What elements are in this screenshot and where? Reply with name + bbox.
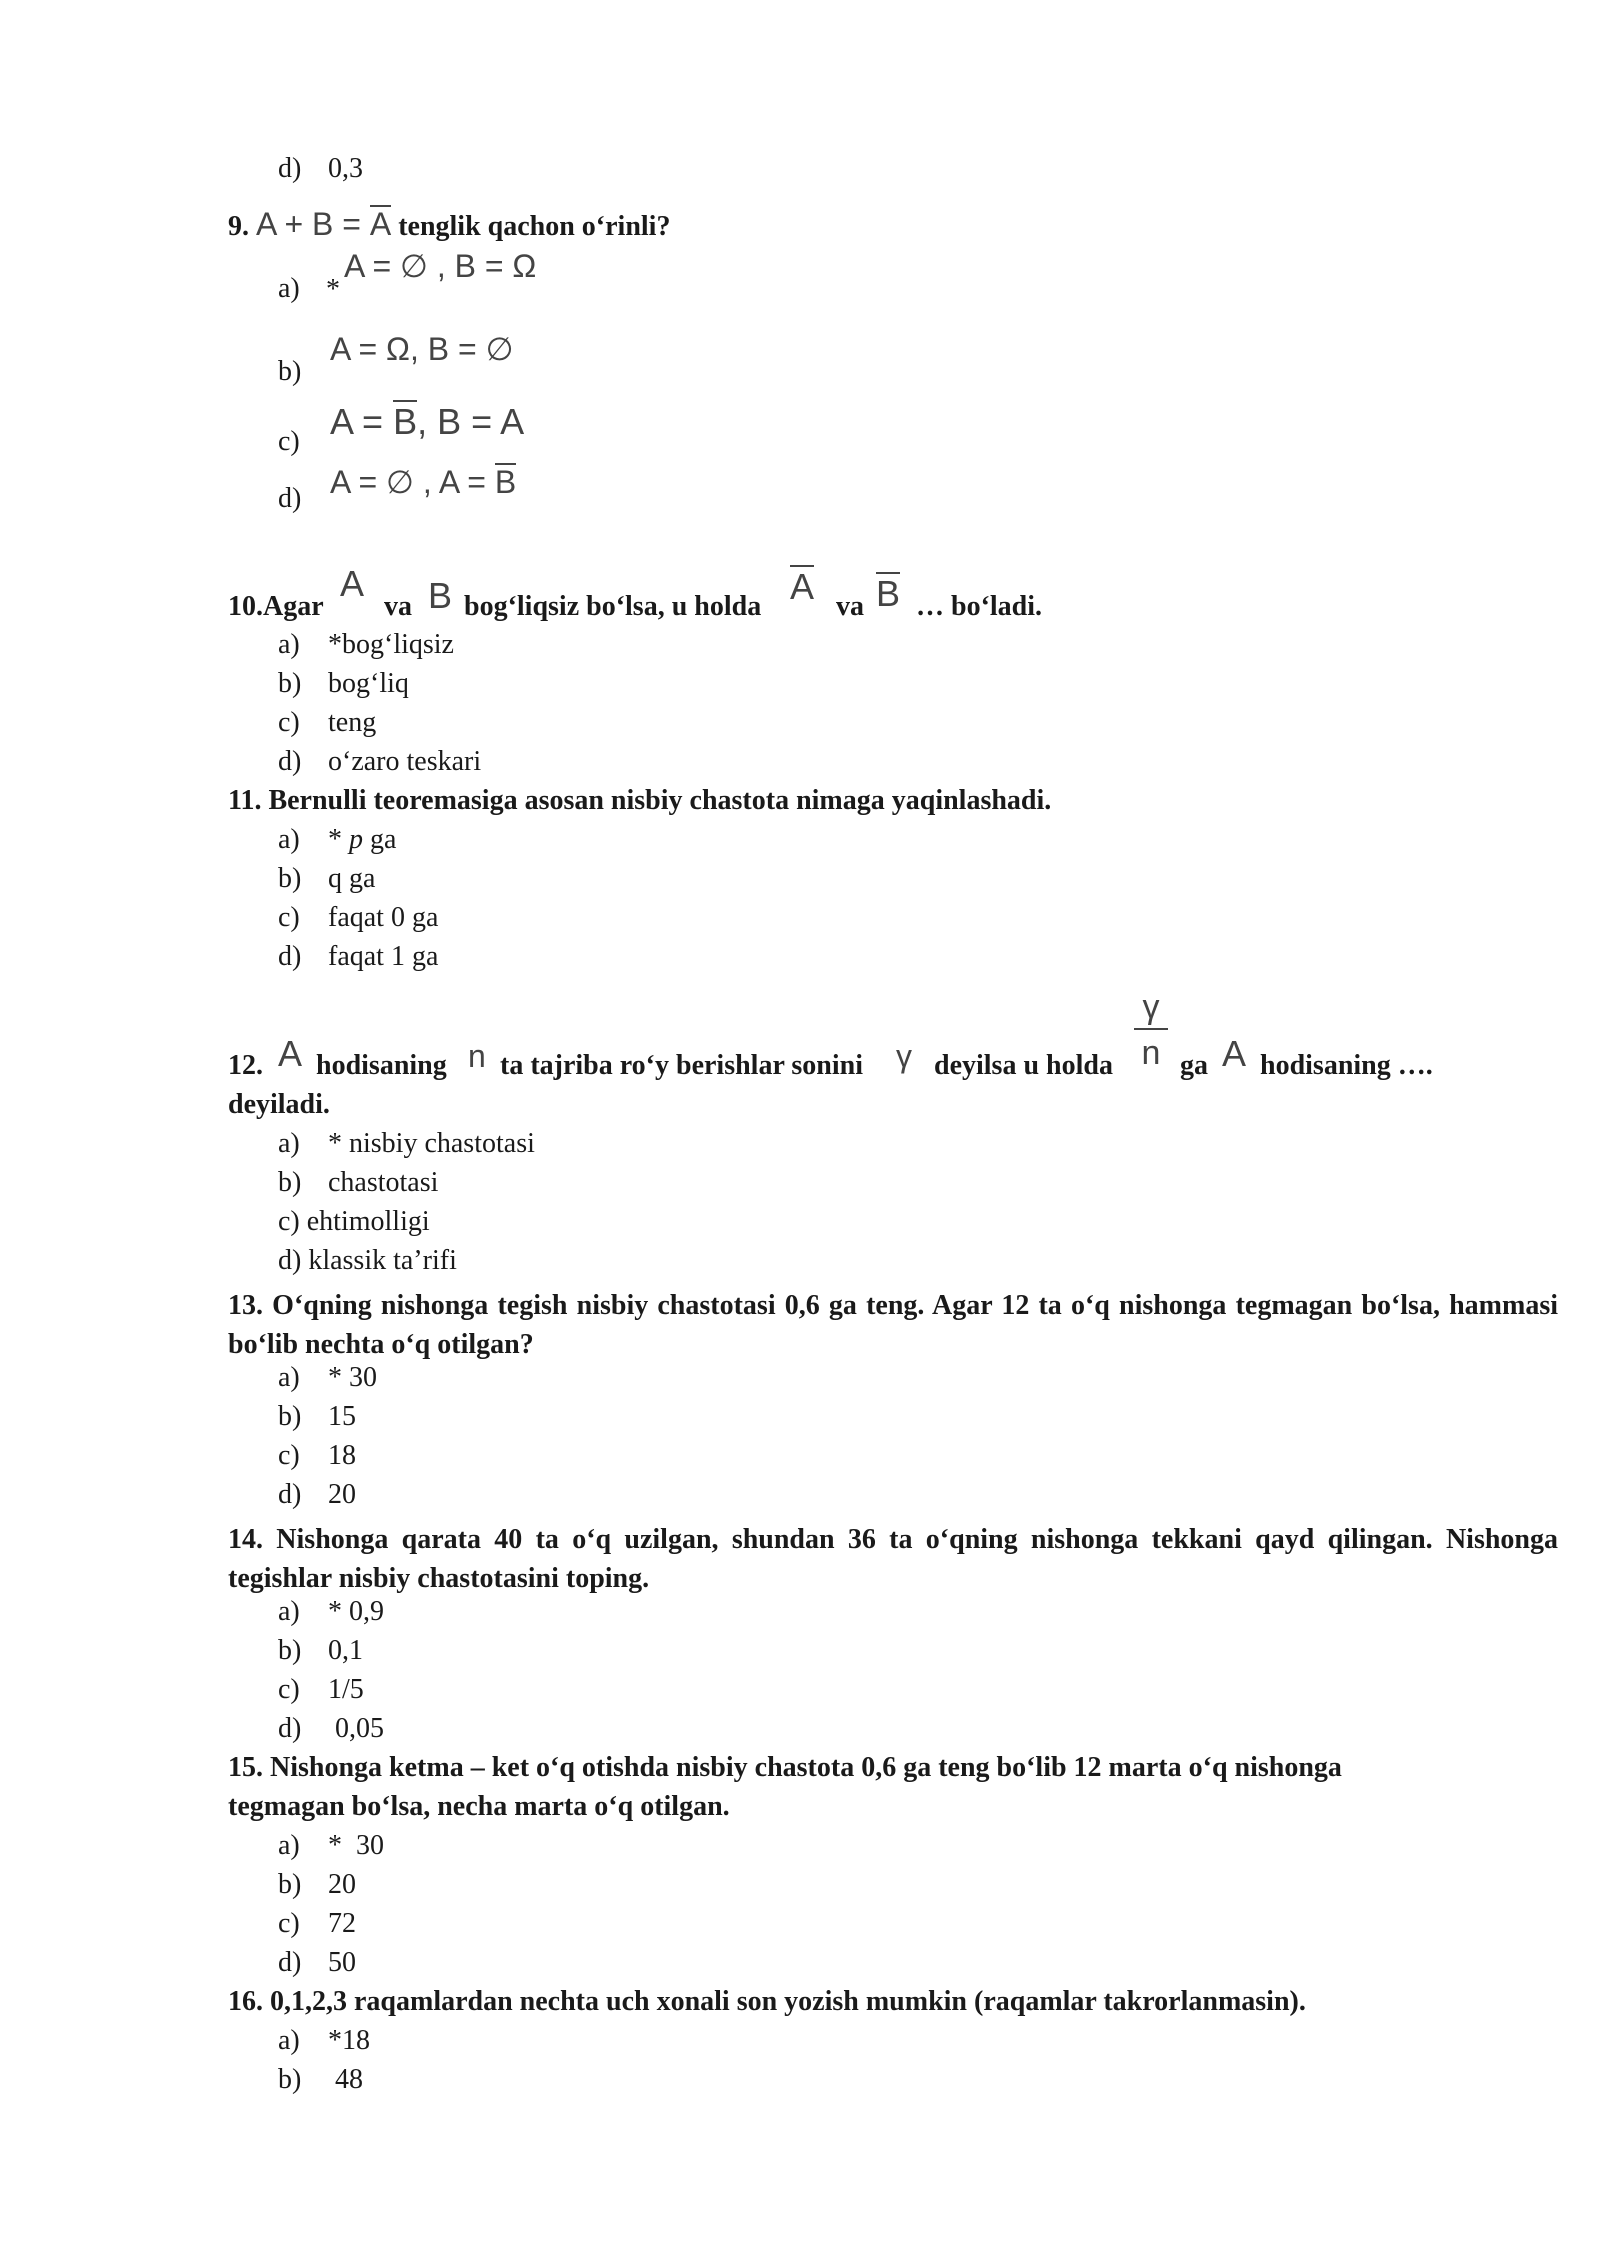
q13-option-a: a) * 30 (278, 1362, 377, 1393)
q9-option-a-mark: * (326, 274, 340, 305)
q11-option-a: a) * p ga (278, 824, 397, 855)
q12-var-a-2: A (1222, 1033, 1247, 1074)
q15-option-b: b) 20 (278, 1869, 356, 1900)
q14-option-d: d) 0,05 (278, 1713, 384, 1744)
q16-option-b: b) 48 (278, 2064, 363, 2095)
q13-question: 13. O‘qning nishonga tegish nisbiy chastotasi 0,6 ga teng. Agar 12 ta o‘q nishonga tegmagan bo‘lsa, hammasi bo‘lib nechta o‘q otilgan? (228, 1290, 1558, 1360)
q16-option-a: a) *18 (278, 2025, 370, 2056)
q9-option-c: c) (278, 426, 300, 457)
q15-option-d: d) 50 (278, 1947, 356, 1978)
q14-option-b: b) 0,1 (278, 1635, 363, 1666)
q12-var-n: n (468, 1038, 486, 1074)
q9-option-d: d) (278, 483, 302, 514)
q12-text-1: hodisaning (316, 1050, 447, 1081)
q12-text-4: ga (1180, 1050, 1208, 1081)
q12-fraction-bar (1134, 1028, 1168, 1030)
q10-text-end: … bo‘ladi. (916, 591, 1043, 622)
q9-option-d-math: A = ∅ , A = B (330, 464, 517, 500)
q13-option-c: c) 18 (278, 1440, 356, 1471)
q9-question: 9. A + B = A tenglik qachon o‘rinli? (228, 206, 671, 242)
q12-fraction-denominator: n (1141, 1034, 1161, 1072)
q12-text-5: hodisaning …. (1260, 1050, 1433, 1081)
q9-option-a-math: A = ∅ , B = Ω (344, 248, 537, 284)
q12-option-b: b) chastotasi (278, 1167, 439, 1198)
q10-option-b: b) bog‘liq (278, 668, 409, 699)
q10-var-a: A (340, 563, 365, 604)
q10-var-b: B (428, 575, 453, 616)
q12-option-a: a) * nisbiy chastotasi (278, 1128, 535, 1159)
q10-question-start: 10.Agar (228, 591, 324, 622)
q10-bar-b: B (876, 573, 901, 614)
q12-num: 12. (228, 1050, 263, 1081)
q12-var-gamma: γ (896, 1038, 912, 1074)
q14-option-a: a) * 0,9 (278, 1596, 384, 1627)
q12-text-3: deyilsa u holda (934, 1050, 1113, 1081)
q11-option-b: b) q ga (278, 863, 376, 894)
q9-option-c-math: A = B, B = A (330, 401, 525, 442)
q10-va-1: va (384, 591, 412, 622)
q12-text-2: ta tajriba ro‘y berishlar sonini (500, 1050, 863, 1081)
q8-option-d: d) 0,3 (278, 153, 363, 184)
q16-question: 16. 0,1,2,3 raqamlardan nechta uch xonali son yozish mumkin (raqamlar takrorlanmasin). (228, 1986, 1306, 2017)
q10-bar-a: A (790, 566, 815, 607)
q15-question-line-2: tegmagan bo‘lsa, necha marta o‘q otilgan. (228, 1791, 730, 1822)
q12-option-d: d) klassik ta’rifi (278, 1245, 457, 1276)
q9-formula: A + B = A (256, 206, 392, 242)
q10-va-2: va (836, 591, 864, 622)
q12-var-a: A (278, 1033, 303, 1074)
q12-text-6: deyiladi. (228, 1089, 330, 1120)
q9-option-a: a) (278, 273, 300, 304)
q9-option-b-math: A = Ω, B = ∅ (330, 331, 514, 367)
q10-option-a: a) *bog‘liqsiz (278, 629, 454, 660)
q11-question: 11. Bernulli teoremasiga asosan nisbiy chastota nimaga yaqinlashadi. (228, 785, 1052, 816)
q15-option-a: a) * 30 (278, 1830, 384, 1861)
q11-option-c: c) faqat 0 ga (278, 902, 439, 933)
q12-fraction-numerator: γ (1142, 988, 1160, 1026)
q15-option-c: c) 72 (278, 1908, 356, 1939)
q13-option-d: d) 20 (278, 1479, 356, 1510)
q14-option-c: c) 1/5 (278, 1674, 364, 1705)
q14-question: 14. Nishonga qarata 40 ta o‘q uzilgan, shundan 36 ta o‘qning nishonga tekkani qayd qilingan. Nishonga tegishlar nisbiy chastotasini toping. (228, 1524, 1558, 1594)
q13-option-b: b) 15 (278, 1401, 356, 1432)
q15-question-line-1: 15. Nishonga ketma – ket o‘q otishda nisbiy chastota 0,6 ga teng bo‘lib 12 marta o‘q nishonga (228, 1752, 1342, 1783)
q10-option-c: c) teng (278, 707, 377, 738)
q9-option-b: b) (278, 356, 302, 387)
q10-text-mid: bog‘liqsiz bo‘lsa, u holda (464, 591, 762, 622)
q12-option-c: c) ehtimolligi (278, 1206, 430, 1237)
q11-option-d: d) faqat 1 ga (278, 941, 439, 972)
q10-option-d: d) o‘zaro teskari (278, 746, 482, 777)
